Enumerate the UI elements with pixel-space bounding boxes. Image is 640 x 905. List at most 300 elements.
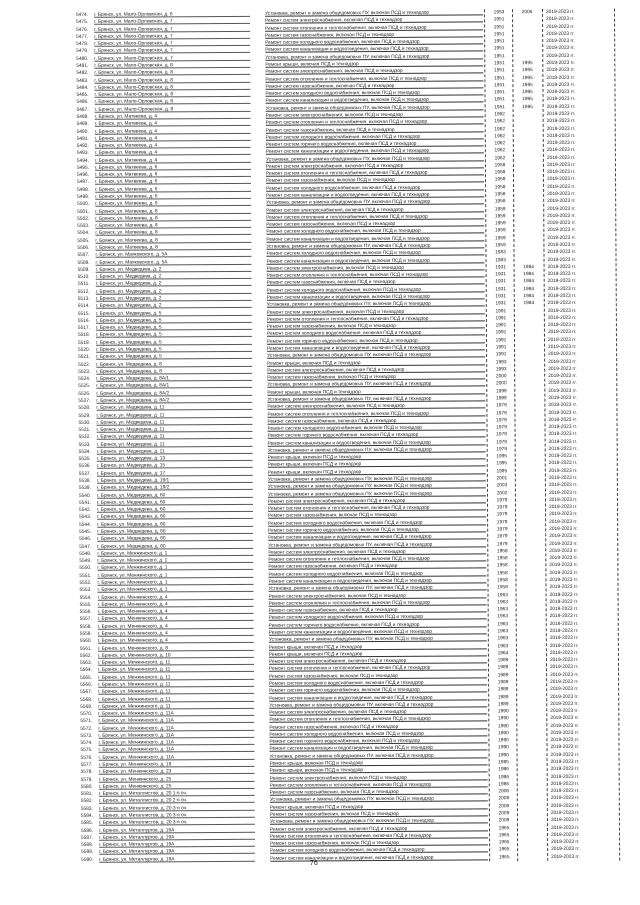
work-type-cell: Ремонт систем газоснабжения, включая ПСД и технадзор [270,789,488,797]
year-built-cell: 1991 [495,337,507,344]
address-cell: г. Брянск, ул. Медведева, д. 2 [96,302,252,310]
address-cell: г. Брянск, ул. Медведева, д. 2 [96,266,252,274]
period-cell: 2019-2023 гг. [549,585,579,591]
year-built-cell: 1958 [494,163,506,169]
row-number: 5570. [80,711,93,717]
work-type-cell: Установка, ремонт и замена общедомовых ПУ, включая ПСД и технадзор [267,352,485,360]
year-built-cell: 1979 [496,519,508,526]
row-number: 5549. [79,558,92,565]
work-type-cell: Ремонт крыши, включая ПСД и технадзор [270,803,488,811]
year-built-cell: 1951 [494,83,505,89]
period-cell: 2019-2023 гг. [550,774,580,780]
period-cell: 2019-2023 гг. [548,475,578,482]
year-built-cell: 2003 [496,483,508,489]
address-cell: г. Брянск, ул. Менжинского, д. 8 [98,644,254,652]
period-cell: 2019-2023 гг. [550,665,579,671]
work-type-cell: Ремонт систем холодного водоснабжения, включая ПСД и технадзор [266,184,484,192]
period-cell: 2019-2023 гг. [548,483,578,489]
work-type-cell: Установка, ремонт и замена общедомовых ПУ, включая ПСД и технадзор [269,636,487,644]
address-cell: г. Брянск, ул. Матвеева, д. 6 [95,171,251,179]
row-number: 5524. [78,376,91,382]
address-cell: г. Брянск, ул. Менжинского, д. 23 [99,768,255,776]
row-number: 5534. [78,449,91,455]
work-type-cell: Ремонт крыши, включая ПСД и технадзор [268,454,486,462]
year-renovated-cell: 1984 [523,264,534,271]
period-cell: 2019-2023 гг. [546,126,576,132]
period-cell: 2019-2023 гг. [547,213,576,219]
row-number: 5494. [76,158,89,164]
row-number: 5512. [77,289,90,295]
work-type-cell: Ремонт крыши, включая ПСД и технадзор [270,767,488,775]
year-built-cell: 1951 [494,75,505,81]
work-type-cell: Ремонт систем канализации и водоотведения, включая ПСД и технадзор [268,534,486,542]
period-cell: 2019-2023 гг. [550,716,579,722]
period-cell: 2019-2023 гг. [546,24,575,30]
address-cell: г. Брянск, ул. Менжинского, д. 11А [98,746,254,754]
period-cell: 2019-2023 гг. [551,839,580,846]
year-built-cell: 1979 [496,505,508,511]
work-type-cell: Ремонт систем канализации и водоотведения, включая ПСД и технадзор [266,97,484,105]
year-built-cell: 1995 [496,469,508,475]
period-cell: 2019-2023 гг. [547,293,577,300]
row-number: 5525. [78,384,91,390]
address-cell: г. Брянск, ул. Менжинского, д. 1 [97,557,253,565]
address-cell: г. Брянск, ул. Матвеева, д. 6 [95,200,251,208]
period-cell: 2019-2023 гг. [551,832,580,838]
year-built-cell: 2009 [498,803,510,810]
row-number: 5515. [77,311,90,317]
work-type-cell: Ремонт крыши, включая ПСД и технадзор [265,60,483,68]
address-cell: г. Брянск, ул. Мало-Орловская, д. 8 [94,62,250,70]
year-built-cell: 2000 [495,374,507,380]
work-type-cell: Ремонт систем холодного водоснабжения, включая ПСД и технадзор [267,286,485,294]
row-number: 5517. [77,325,90,332]
period-cell: 2019-2023 гг. [547,199,576,205]
row-number: 5566. [80,682,93,688]
work-type-cell: Ремонт крыши, включая ПСД и технадзор [267,359,485,367]
row-number: 5561. [79,646,92,652]
address-cell: г. Брянск, ул. Медведева, д. 60 [97,528,253,536]
address-cell: г. Брянск, ул. Матвеева, д. 4 [95,120,251,128]
row-number: 5523. [78,369,91,375]
row-number: 5497. [77,180,90,186]
work-type-cell: Ремонт систем газоснабжения, включая ПСД и технадзор [267,323,485,331]
row-number: 5540. [78,493,91,499]
year-renovated-cell: 1984 [523,294,535,300]
work-type-cell: Ремонт систем электроснабжения, включая ПСД и технадзор [268,548,486,556]
period-cell: 2019-2023 гг. [550,767,580,773]
period-cell: 2019-2023 гг. [547,250,577,256]
year-built-cell: 1965 [498,825,510,831]
row-number: 5521. [78,355,91,361]
row-number: 5548. [79,551,92,557]
work-type-cell: Установка, ремонт и замена общедомовых ПУ, включая ПСД и технадзор [268,541,486,549]
year-built-cell: 1958 [494,192,506,198]
row-number: 5562. [79,653,92,659]
year-built-cell: 1995 [496,461,508,467]
row-number: 5553. [79,588,92,594]
period-cell: 2019-2023 гг. [545,9,575,16]
address-cell: г. Брянск, ул. Медведева, д. 5 [96,331,252,339]
address-cell: г. Брянск, ул. Медведева, д. 5 [96,309,252,317]
year-built-cell: 1979 [496,498,508,504]
address-cell: г. Брянск, ул. Металлургов, д. 19А [99,841,255,849]
period-cell: 2019-2023 гг. [549,563,578,569]
address-cell: г. Брянск, ул. Медведева, д. 11 [96,419,252,427]
period-cell: 2019-2023 гг. [550,708,579,715]
address-cell: г. Брянск, ул. Менжинского, д. 10 [98,652,254,660]
period-cell: 2019-2023 гг. [548,352,577,358]
period-cell: 2019-2023 гг. [547,228,576,234]
address-cell: г. Брянск, ул. Менжинского, д. 4 [98,637,254,645]
period-cell: 2019-2023 гг. [546,170,576,176]
work-type-cell: Ремонт систем горячего водоснабжения, включая ПСД и технадзор [269,687,487,695]
year-built-cell: 1979 [496,425,507,431]
row-number: 5481. [76,63,89,69]
year-built-cell: 1958 [497,570,508,577]
row-number: 5575. [80,748,93,754]
address-cell: г. Брянск, ул. Менжинского, д. 11А [98,717,254,725]
address-cell: г. Брянск, ул. Менжинского, д. 4 [98,630,254,638]
period-cell: 2019-2023 гг. [550,781,580,787]
period-cell: 2019-2023 гг. [550,752,580,758]
work-type-cell: Ремонт систем горячего водоснабжения, включая ПСД и технадзор [269,738,487,746]
row-number: 5520. [78,347,91,353]
work-type-cell: Ремонт систем горячего водоснабжения, включая ПСД и технадзор [267,337,485,345]
year-built-cell: 1989 [497,665,509,671]
period-cell: 2019-2023 гг. [547,330,577,336]
year-built-cell: 1962 [494,141,506,147]
work-type-cell: Установка, ремонт и замена общедомовых ПУ, включая ПСД и технадзор [270,752,488,760]
year-built-cell: 1959 [495,236,506,242]
row-number: 5557. [79,617,92,623]
address-cell: г. Брянск, ул. Медведева, д. 17 [97,470,253,478]
address-cell: г. Брянск, ул. Мало-Орловская, д. 7 [94,55,250,63]
work-type-cell: Ремонт систем отопления и теплоснабжения, включая ПСД и технадзор [267,272,485,280]
year-built-cell: 1951 [493,46,505,52]
period-cell: 2019-2023 гг. [547,301,577,307]
work-type-cell: Ремонт систем газоснабжения, включая ПСД и технадзор [267,373,485,381]
year-built-cell: 1962 [494,134,506,140]
row-number: 5487. [76,107,89,113]
period-cell: 2019-2023 гг. [550,759,580,766]
address-cell: г. Брянск, ул. Менжинского, д. 1 [97,564,253,572]
row-number: 5563. [79,660,92,666]
row-number: 5488. [76,114,89,120]
row-number: 5544. [79,522,92,528]
year-built-cell: 2008 [498,796,510,802]
work-type-cell: Ремонт систем электроснабжения, включая ПСД и технадзор [266,162,484,170]
work-type-cell: Ремонт систем отопления и теплоснабжения, включая ПСД и технадзор [265,75,483,83]
row-number: 5572. [80,726,93,732]
year-built-cell: 1951 [494,68,505,74]
period-cell: 2019-2023 гг. [550,723,579,729]
address-cell: г. Брянск, ул. Медведева, д. 60 [97,542,253,550]
period-cell: 2019-2023 гг. [548,454,578,460]
address-cell: г. Брянск, ул. Медведева, д. 11 [97,426,253,434]
address-cell: г. Брянск, ул. Медведева, д. 5 [96,339,252,347]
work-type-cell: Ремонт систем газоснабжения, включая ПСД и технадзор [267,417,485,425]
year-built-cell: 1959 [494,214,506,220]
period-cell: 2019-2023 гг. [547,177,576,183]
work-type-cell: Ремонт систем газоснабжения, включая ПСД и технадзор [269,607,487,615]
address-cell: г. Брянск, ул. Медведева, д. 15 [97,462,253,470]
work-type-cell: Ремонт систем отопления и теплоснабжения, включая ПСД и технадзор [267,410,485,418]
address-cell: г. Брянск, ул. Металлургов, д. 19А [99,856,255,864]
year-renovated-cell: 1995 [522,90,533,96]
address-cell: г. Брянск, ул. Матвеева, д. 4 [95,142,251,150]
work-type-cell: Ремонт крыши, включая ПСД и технадзор [268,461,486,469]
address-cell: г. Брянск, ул. Медведева, д. 19/2 [97,484,253,492]
period-cell: 2019-2023 гг. [549,606,579,613]
work-type-cell: Установка, ремонт и замена общедомовых ПУ, включая ПСД и технадзор [267,395,485,403]
row-number: 5539. [78,486,91,492]
year-built-cell: 1979 [496,534,508,540]
address-cell: г. Брянск, ул. Мало-Орловская, д. 8 [94,91,250,99]
row-number: 5505. [77,238,90,244]
row-number: 5569. [80,704,93,710]
work-type-cell: Установка, ремонт и замена общедомовых ПУ, включая ПСД и технадзор [265,53,483,61]
row-number: 5527. [78,398,91,404]
address-cell: г. Брянск, ул. Мало-Орловская, д. 7 [94,33,250,41]
work-type-cell: Установка, ремонт и замена общедомовых ПУ, включая ПСД и технадзор [265,9,483,17]
work-type-cell: Ремонт систем газоснабжения, включая ПСД и технадзор [269,672,487,680]
year-built-cell: 1979 [496,439,507,445]
row-number: 5526. [78,391,91,397]
row-number: 5500. [77,202,90,208]
work-type-cell: Ремонт систем электроснабжения, включая ПСД и технадзор [265,68,483,76]
period-cell: 2019-2023 гг. [546,119,576,125]
work-type-cell: Установка, ремонт и замена общедомовых ПУ, включая ПСД и технадзор [266,104,484,112]
year-built-cell: 1959 [494,206,506,212]
address-cell: г. Брянск, ул. Медведева, д. 8 [96,360,252,368]
work-type-cell: Ремонт систем холодного водоснабжения, включая ПСД и технадзор [268,424,486,432]
row-number: 5516. [77,318,90,324]
work-type-cell: Ремонт систем горячего водоснабжения, включая ПСД и технадзор [269,621,487,629]
row-number: 5530. [78,420,91,426]
year-built-cell: 1931 [495,279,507,285]
address-cell: г. Брянск, ул. Менжинского, д. 1 [97,572,253,580]
period-cell: 2019-2023 гг. [548,395,577,401]
year-built-cell: 1989 [497,694,509,700]
work-type-cell: Установка, ремонт и замена общедомовых ПУ, включая ПСД и технадзор [268,475,486,483]
period-cell: 2019-2023 гг. [546,111,576,117]
address-cell: г. Брянск, ул. Матвеева, д. 4 [95,156,251,164]
period-cell: 2019-2023 гг. [549,555,578,562]
address-cell: г. Брянск, ул. Менжинского, д. 4 [98,623,254,631]
work-type-cell: Ремонт систем горячего водоснабжения, включая ПСД и технадзор [266,140,484,148]
year-built-cell: 1951 [493,61,505,67]
year-built-cell: 1958 [494,199,506,205]
row-number: 5506. [77,245,90,251]
work-type-cell: Ремонт систем горячего водоснабжения, включая ПСД и технадзор [268,526,486,534]
year-built-cell: 1951 [493,32,505,38]
address-cell: г. Брянск, ул. Маяковского, д. 5А [95,251,251,259]
address-cell: г. Брянск, ул. Медведева, д. 5 [96,317,252,325]
year-built-cell: 1986 [498,774,510,780]
year-built-cell: 1985 [498,760,509,766]
period-cell: 2019-2023 гг. [548,424,578,431]
row-number: 5536. [78,464,91,470]
row-number: 5496. [76,173,90,179]
period-cell: 2019-2023 гг. [546,38,575,45]
year-built-cell: 1990 [497,709,509,715]
row-number: 5498. [77,187,90,193]
address-cell: г. Брянск, ул. Матвеева, д. 6 [95,186,251,194]
address-cell: г. Брянск, ул. Медведева, д. 11 [97,440,253,448]
row-number: 5584. [80,813,93,819]
period-cell: 2019-2023 гг. [548,490,578,496]
period-cell: 2019-2023 гг. [546,97,576,103]
period-cell: 2019-2023 гг. [548,381,577,387]
period-cell: 2019-2023 гг. [550,687,579,693]
year-built-cell: 1963 [497,592,508,598]
address-cell: г. Брянск, ул. Медведева, д. 5 [96,324,252,332]
address-cell: г. Брянск, ул. Матвеева, д. 8 [95,207,251,215]
row-number: 5476. [76,27,89,33]
row-number: 5588. [81,842,94,849]
year-renovated-cell: 1995 [522,68,533,74]
year-built-cell: 1959 [494,228,506,234]
year-built-cell: 1958 [497,563,508,569]
year-built-cell: 1990 [497,716,509,722]
row-number: 5558. [79,624,92,630]
year-built-cell: 1990 [498,745,509,751]
year-built-cell: 1979 [496,541,508,547]
row-number: 5518. [77,333,90,339]
period-cell: 2019-2023 гг. [547,206,576,212]
period-cell: 2019-2023 гг. [550,803,580,809]
address-cell: г. Брянск, ул. Медведева, д. 11 [96,411,252,419]
row-number: 5490. [76,129,89,135]
row-number: 5499. [77,194,90,200]
period-cell: 2019-2023 гг. [549,512,578,518]
period-cell: 2019-2023 гг. [549,519,578,525]
work-type-cell: Ремонт систем холодного водоснабжения, включая ПСД и технадзор [265,89,483,97]
row-number: 5555. [79,602,92,608]
address-cell: г. Брянск, ул. Медведева, д. 8 [96,368,252,376]
row-number: 5492. [76,143,89,149]
period-cell: 2019-2023 гг. [549,650,579,656]
work-type-cell: Ремонт систем канализации и водоотведения, включая ПСД и технадзор [270,854,488,862]
year-built-cell: 1989 [497,702,509,708]
address-cell: г. Брянск, ул. Матвеева, д. 6 [95,164,251,172]
address-cell: г. Брянск, ул. Мало-Орловская, д. 8 [94,84,250,92]
period-cell: 2019-2023 гг. [547,235,576,241]
year-built-cell: 1986 [498,782,510,788]
row-number: 5590. [81,857,94,863]
address-cell: г. Брянск, ул. Менжинского, д. 4 [98,593,254,601]
year-built-cell: 1983 [495,250,506,256]
year-built-cell: 1990 [498,753,509,759]
address-cell: г. Брянск, ул. Медведева, д. 2 [96,295,252,303]
work-type-cell: Ремонт систем отопления и теплоснабжения, включая ПСД и технадзор [270,781,488,789]
period-cell: 2019-2023 гг. [549,657,579,664]
period-cell: 2019-2023 гг. [550,818,580,824]
period-cell: 2019-2023 гг. [547,264,577,270]
year-built-cell: 1963 [497,614,509,620]
period-cell: 2019-2023 гг. [547,191,576,198]
work-type-cell: Установка, ремонт и замена общедомовых ПУ, включая ПСД и технадзор [267,381,485,389]
row-number: 5574. [80,741,93,747]
year-built-cell: 1951 [493,24,505,30]
address-cell: г. Брянск, ул. Медведева, д. 60 [97,491,253,499]
period-cell: 2019-2023 гг. [550,796,580,802]
work-type-cell: Установка, ремонт и замена общедомовых ПУ, включая ПСД и технадзор [268,490,486,498]
address-cell: г. Брянск, ул. Металлистов, д. 20 1-я оч. [99,790,255,798]
year-built-cell: 1958 [497,578,508,584]
row-number: 5483. [76,78,89,84]
period-cell: 2019-2023 гг. [546,17,575,23]
period-cell: 2019-2023 гг. [550,825,580,831]
row-number: 5484. [76,85,89,91]
year-built-cell: 1964 [497,651,509,657]
work-type-cell: Установка, ремонт и замена общедомовых ПУ, включая ПСД и технадзор [268,483,486,491]
address-cell: г. Брянск, ул. Медведева, д. 5 [96,346,252,354]
year-built-cell: 1958 [494,170,506,176]
address-cell: г. Брянск, ул. Металлистов, д. 20 3-я оч. [99,812,255,820]
address-cell: г. Брянск, ул. Менжинского, д. 11 [98,681,254,689]
year-built-cell: 1951 [494,104,505,110]
period-cell: 2019-2023 гг. [550,694,579,700]
year-built-cell: 2009 [498,811,510,817]
work-type-cell: Ремонт систем канализации и водоотведения, включая ПСД и технадзор [268,439,486,447]
address-cell: г. Брянск, ул. Матвеева, д. 6 [95,178,251,186]
year-built-cell: 1962 [494,126,506,132]
address-cell: г. Брянск, ул. Менжинского, д. 4 [98,601,254,609]
period-cell: 2019-2023 гг. [549,541,578,547]
row-number: 5503. [77,223,90,230]
period-cell: 2019-2023 гг. [550,738,580,744]
work-type-cell: Ремонт систем холодного водоснабжения, включая ПСД и технадзор [269,730,487,738]
row-number: 5551. [79,573,92,579]
work-type-cell: Ремонт систем отопления и теплоснабжения, включая ПСД и технадзор [265,24,483,32]
year-built-cell: 1979 [496,403,507,409]
year-built-cell: 1993 [495,367,507,373]
row-number: 5586. [80,828,94,834]
row-number: 5507. [77,253,90,259]
address-cell: г. Брянск, ул. Медведева, д. 8А/1 [96,375,252,383]
address-cell: г. Брянск, ул. Металлургов, д. 19А [99,834,255,842]
year-built-cell: 1979 [496,512,508,518]
period-cell: 2019-2023 гг. [549,621,579,627]
period-cell: 2019-2023 гг. [549,526,578,533]
year-renovated-cell: 1995 [521,61,533,67]
period-cell: 2019-2023 гг. [548,388,577,394]
year-built-cell: 1958 [494,177,506,183]
work-type-cell: Ремонт крыши, включая ПСД и технадзор [267,388,485,396]
work-type-cell: Установка, ремонт и замена общедомовых ПУ, включая ПСД и технадзор [269,701,487,709]
row-number: 5576. [80,755,93,761]
work-type-cell: Ремонт систем канализации и водоотведения, включая ПСД и технадзор [269,745,487,753]
document-page [58,9,619,864]
work-type-cell: Установка, ремонт и замена общедомовых ПУ, включая ПСД и технадзор [266,199,484,207]
work-type-cell: Ремонт систем электроснабжения, включая ПСД и технадзор [267,403,485,411]
row-number: 5479. [76,49,89,55]
period-cell: 2019-2023 гг. [547,279,577,285]
address-cell: г. Брянск, ул. Менжинского, д. 11 [98,659,254,667]
work-type-cell: Ремонт систем электроснабжения, включая ПСД и технадзор [269,657,487,665]
period-cell: 2019-2023 гг. [551,854,580,860]
period-cell: 2019-2023 гг. [550,789,580,795]
address-cell: г. Брянск, ул. Медведева, д. 2 [96,273,252,281]
period-cell: 2019-2023 гг. [547,315,577,321]
address-cell: г. Брянск, ул. Матвеева, д. 8 [95,215,251,223]
work-type-cell: Ремонт систем газоснабжения, включая ПСД и технадзор [270,810,488,818]
address-cell: г. Брянск, ул. Медведева, д. 11 [97,448,253,456]
work-type-cell: Ремонт крыши, включая ПСД и технадзор [268,468,486,476]
address-cell: г. Брянск, ул. Металлургов, д. 19А [99,848,255,856]
